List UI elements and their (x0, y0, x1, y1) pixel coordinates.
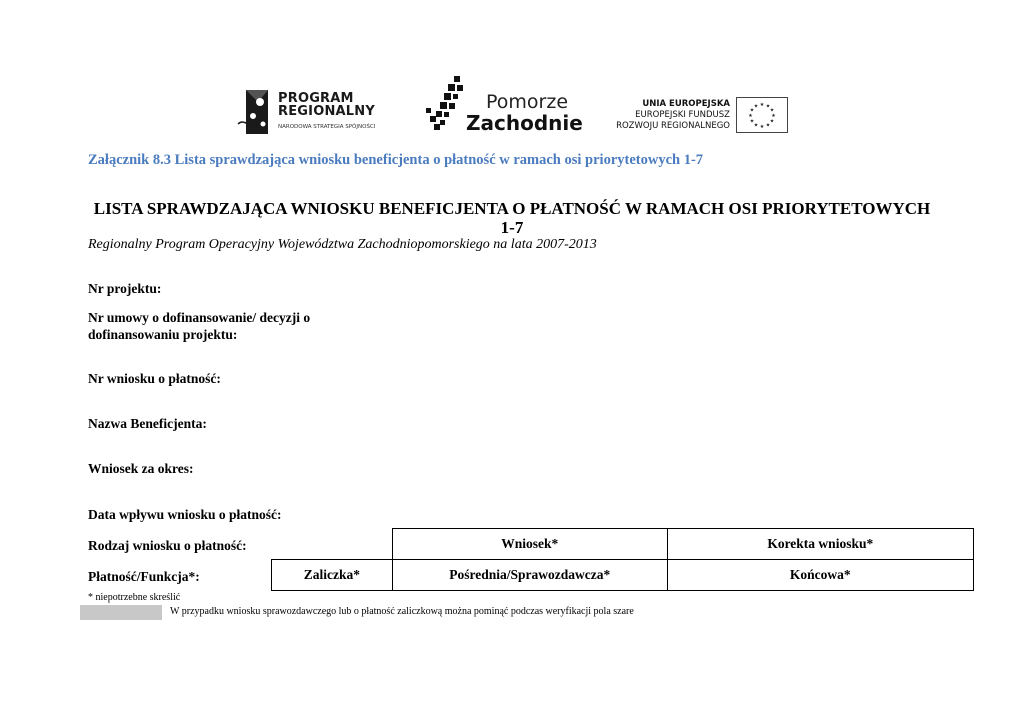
field-label-rodzaj-wniosku: Rodzaj wniosku o płatność: (88, 538, 247, 553)
logo-text-program: PROGRAM (278, 91, 354, 106)
document-title-line2: 1-7 (500, 218, 524, 237)
eu-flag-icon (736, 97, 788, 133)
svg-text:★: ★ (765, 103, 771, 110)
option-koncowa[interactable]: Końcowa* (667, 560, 973, 591)
logo-text-unia-europejska: UNIA EUROPEJSKA (642, 99, 730, 109)
logo-text-rozwoju-regionalnego: ROZWOJU REGIONALNEGO (616, 121, 730, 131)
field-label-nr-umowy-line2: dofinansowaniu projektu: (88, 327, 238, 342)
svg-text:★: ★ (759, 102, 765, 108)
svg-text:★: ★ (769, 118, 775, 125)
svg-text:★: ★ (753, 122, 759, 129)
gray-field-legend-note: W przypadku wniosku sprawozdawczego lub o płatność zaliczkową można pominąć podczas weryfikacji pola szare (170, 606, 634, 617)
field-label-wniosek-za-okres: Wniosek za okres: (88, 461, 194, 476)
field-label-nr-umowy-line1: Nr umowy o dofinansowanie/ decyzji o (88, 310, 311, 325)
logo-text-europejski-fundusz: EUROPEJSKI FUNDUSZ (635, 110, 730, 120)
svg-text:★: ★ (769, 107, 775, 114)
annex-title: Załącznik 8.3 Lista sprawdzająca wniosku beneficjenta o płatność w ramach osi priorytetowych 1-7 (88, 152, 704, 168)
svg-text:★: ★ (749, 107, 755, 114)
field-label-platnosc-funkcja: Płatność/Funkcja*: (88, 569, 200, 584)
footnote: * niepotrzebne skreślić (88, 592, 181, 603)
option-zaliczka[interactable]: Zaliczka* (272, 560, 393, 591)
field-label-nr-umowy (88, 309, 310, 343)
option-korekta-wniosku[interactable]: Korekta wniosku* (667, 529, 973, 560)
svg-text:★: ★ (759, 124, 765, 130)
pomorze-zachodnie-logo (424, 74, 583, 138)
option-posrednia-sprawozdawcza[interactable]: Pośrednia/Sprawozdawcza* (392, 560, 667, 591)
document-subtitle: Regionalny Program Operacyjny Województwa Zachodniopomorskiego na lata 2007-2013 (88, 237, 597, 252)
platnosc-funkcja-table (271, 559, 974, 591)
document-title (80, 199, 944, 237)
program-regionalny-logo (236, 88, 386, 136)
field-label-data-wplywu: Data wpływu wniosku o płatność: (88, 507, 282, 522)
logo-text-zachodnie: Zachodnie (466, 111, 583, 135)
rodzaj-wniosku-table (392, 528, 974, 560)
logo-tagline: NARODOWA STRATEGIA SPÓJNOŚCI (278, 124, 376, 130)
svg-text:★: ★ (771, 113, 776, 119)
field-label-nr-projektu: Nr projektu: (88, 281, 162, 296)
program-regionalny-emblem-icon (236, 88, 276, 136)
svg-text:★: ★ (765, 122, 771, 129)
svg-text:★: ★ (749, 118, 755, 125)
svg-text:★: ★ (753, 103, 759, 110)
document-title-line1: LISTA SPRAWDZAJĄCA WNIOSKU BENEFICJENTA O PŁATNOŚĆ W RAMACH OSI PRIORYTETOWYCH (93, 199, 931, 218)
option-wniosek[interactable]: Wniosek* (393, 529, 668, 560)
svg-text:★: ★ (748, 113, 753, 119)
field-label-nazwa-beneficjenta: Nazwa Beneficjenta: (88, 416, 207, 431)
unia-europejska-logo (612, 97, 788, 135)
field-label-nr-wniosku: Nr wniosku o płatność: (88, 371, 221, 386)
gray-field-legend-swatch (80, 605, 162, 620)
logo-text-pomorze: Pomorze (486, 91, 569, 113)
logo-text-regionalny: REGIONALNY (278, 104, 375, 119)
